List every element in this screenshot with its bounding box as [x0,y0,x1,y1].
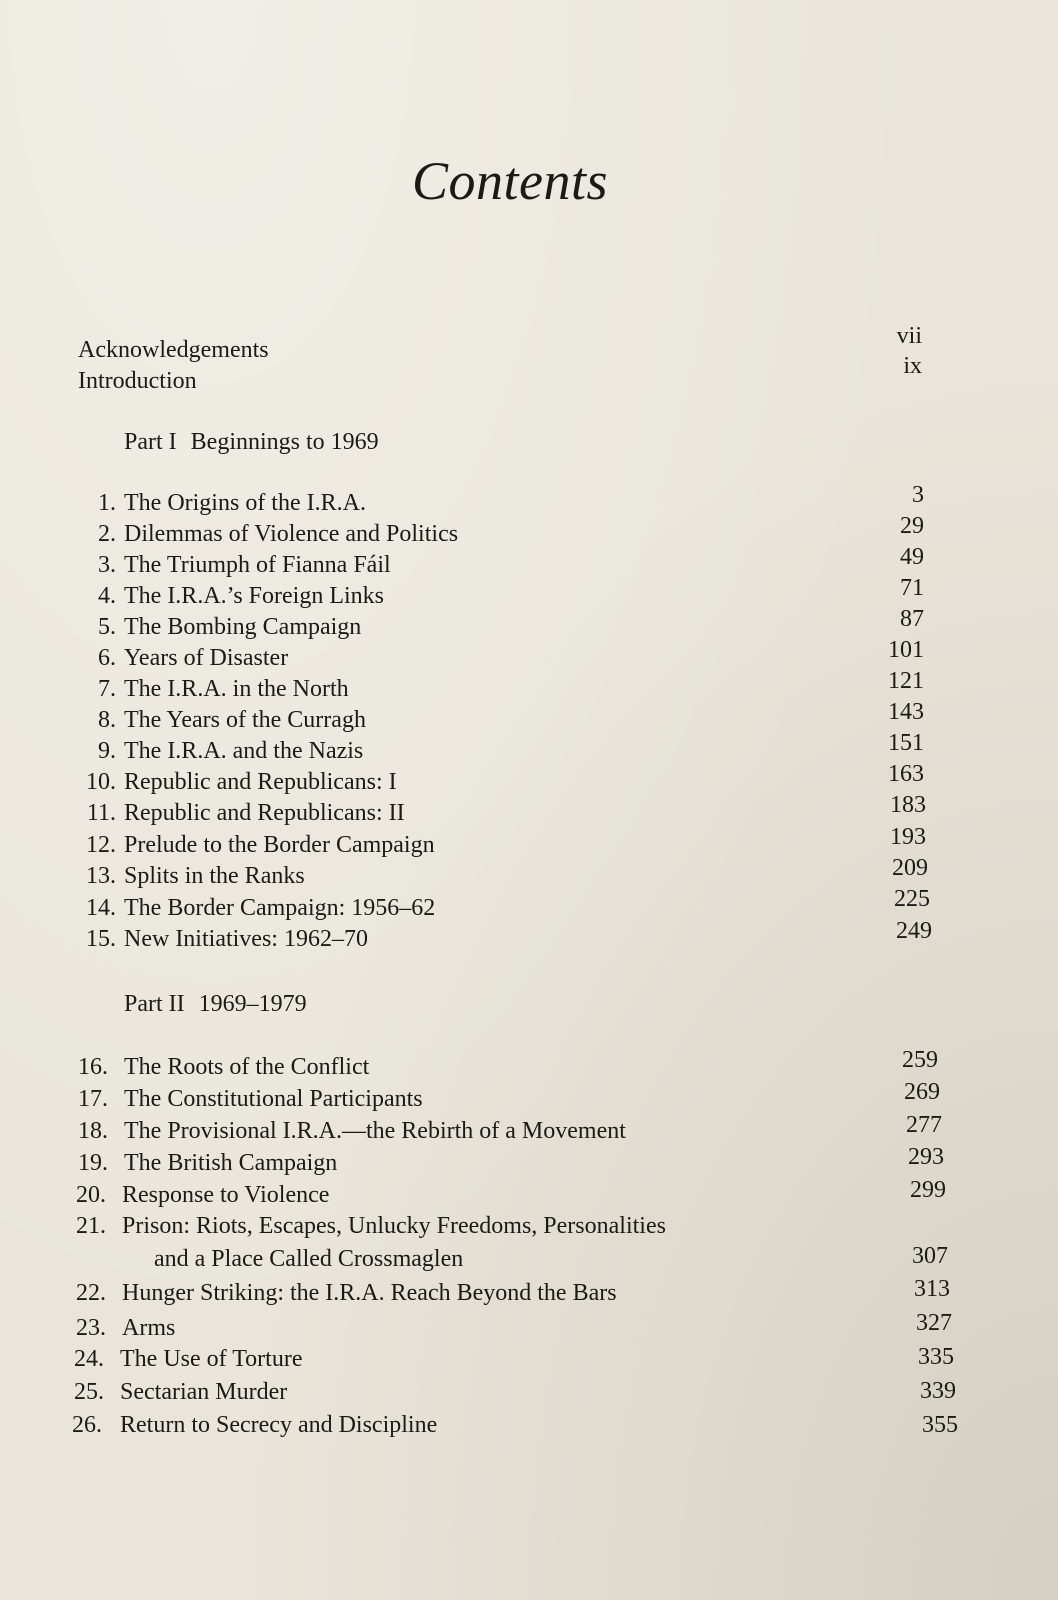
chapter-title: Splits in the Ranks [124,863,305,889]
entry-title: Introduction [78,368,197,394]
chapter-title: The Bombing Campaign [124,614,362,640]
chapter-page: 313 [914,1276,950,1302]
chapter-title: The Provisional I.R.A.—the Rebirth of a Movement [124,1118,626,1144]
chapter-title: The Border Campaign: 1956–62 [124,895,436,921]
chapter-title: The Use of Torture [120,1346,303,1372]
chapter-number: 25. [74,1379,104,1405]
part-title: 1969–1979 [198,991,307,1017]
chapter-page: 339 [920,1378,956,1404]
chapter-number: 16. [78,1054,108,1080]
entry-page-acknowledgements: vii [896,323,922,349]
chapter-number: 9. [98,738,116,764]
chapter-number: 20. [76,1182,106,1208]
part-label: Part II [124,991,185,1017]
chapter-page: 249 [896,918,932,944]
chapter-number: 24. [74,1346,104,1372]
chapter-page: 193 [890,824,926,850]
chapter-title: Years of Disaster [124,645,289,671]
chapter-number: 10. [86,769,116,795]
chapter-page: 101 [888,637,924,663]
part-heading [124,990,307,1018]
chapter-number: 14. [86,895,116,921]
chapter-page: 209 [892,855,928,881]
chapter-number: 12. [86,832,116,858]
chapter-title: Arms [122,1315,176,1341]
chapter-title: Prison: Riots, Escapes, Unlucky Freedoms, Personalities [122,1213,666,1239]
chapter-title: Hunger Striking: the I.R.A. Reach Beyond the Bars [122,1280,617,1306]
chapter-page: 299 [910,1177,946,1203]
chapter-number: 21. [76,1213,106,1239]
chapter-page: 71 [900,575,924,601]
chapter-page: 277 [906,1112,942,1138]
chapter-page: 225 [894,886,930,912]
chapter-number: 19. [78,1150,108,1176]
chapter-page: 293 [908,1144,944,1170]
chapter-number: 4. [98,583,116,609]
entry-title: Acknowledgements [78,337,269,363]
chapter-page: 143 [888,699,924,725]
chapter-number: 17. [78,1086,108,1112]
chapter-number: 13. [86,863,116,889]
chapter-page: 355 [922,1412,958,1438]
chapter-page: 49 [900,544,924,570]
chapter-page: 269 [904,1079,940,1105]
chapter-page: 3 [912,482,924,508]
chapter-number: 6. [98,645,116,671]
chapter-page: 87 [900,606,924,632]
chapter-page: 335 [918,1344,954,1370]
chapter-number: 23. [76,1315,106,1341]
chapter-title: Dilemmas of Violence and Politics [124,521,459,547]
chapter-title: New Initiatives: 1962–70 [124,926,368,952]
chapter-number: 26. [72,1412,102,1438]
chapter-number: 7. [98,676,116,702]
chapter-title: Response to Violence [122,1182,330,1208]
chapter-title: Prelude to the Border Campaign [124,832,435,858]
chapter-number: 15. [86,926,116,952]
chapter-title: The I.R.A.’s Foreign Links [124,583,384,609]
entry-page-introduction: ix [903,353,922,379]
chapter-number: 22. [76,1280,106,1306]
chapter-number: 8. [98,707,116,733]
part-title: Beginnings to 1969 [190,429,379,455]
chapter-title: The Origins of the I.R.A. [124,490,366,516]
chapter-number: 11. [86,800,116,826]
chapter-number: 5. [98,614,116,640]
chapter-title: The Roots of the Conflict [124,1054,370,1080]
chapter-title-continuation: and a Place Called Crossmaglen [154,1246,464,1272]
chapter-page: 163 [888,761,924,787]
chapter-title: The Constitutional Participants [124,1086,423,1112]
toc-entry-acknowledgements [78,336,269,364]
part-heading [124,428,379,456]
chapter-title: Sectarian Murder [120,1379,288,1405]
chapter-number: 18. [78,1118,108,1144]
toc-entry-introduction [78,367,197,395]
chapter-number: 1. [98,490,116,516]
chapter-page: 327 [916,1310,952,1336]
chapter-number: 3. [98,552,116,578]
chapter-title: Republic and Republicans: I [124,769,397,795]
chapter-title: The British Campaign [124,1150,338,1176]
chapter-title: Return to Secrecy and Discipline [120,1412,438,1438]
chapter-page: 151 [888,730,924,756]
chapter-title: The I.R.A. and the Nazis [124,738,364,764]
chapter-title: The Years of the Curragh [124,707,366,733]
chapter-title: The I.R.A. in the North [124,676,349,702]
chapter-number: 2. [98,521,116,547]
part-label: Part I [124,429,177,455]
chapter-title: Republic and Republicans: II [124,800,405,826]
chapter-page: 183 [890,792,926,818]
page-title: Contents [411,151,608,211]
chapter-title: The Triumph of Fianna Fáil [124,552,391,578]
chapter-page: 29 [900,513,924,539]
chapter-page: 121 [888,668,924,694]
chapter-page: 307 [912,1243,948,1269]
chapter-page: 259 [902,1047,938,1073]
